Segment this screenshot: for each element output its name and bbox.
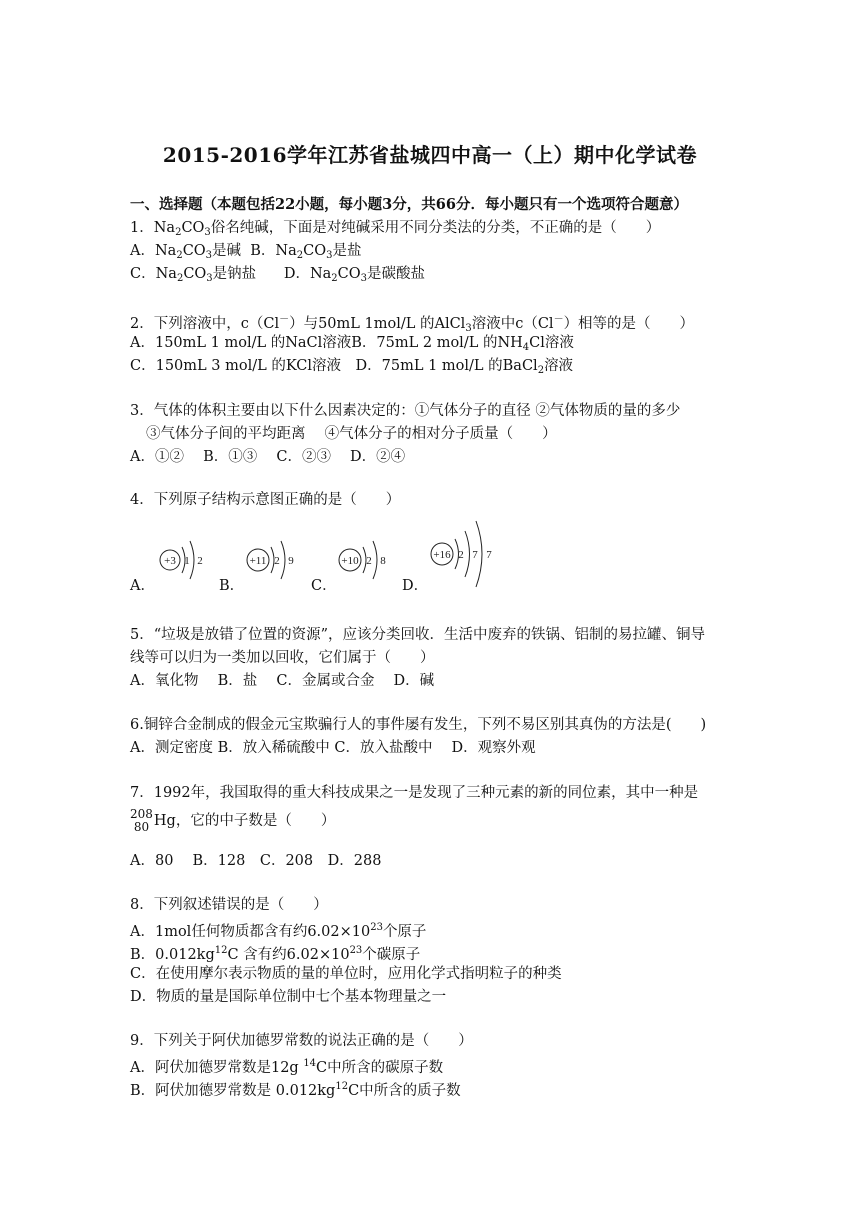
question-5-stem-line1: 5．“垃圾是放错了位置的资源”，应该分类回收．生活中废弃的铁锅、铝制的易拉罐、铜导: [130, 627, 706, 643]
question-3-stem-line1: 3．气体的体积主要由以下什么因素决定的：①气体分子的直径 ②气体物质的量的多少: [130, 403, 681, 419]
atom-d-shell-3: 7: [486, 549, 492, 561]
question-7-stem-line2: 208 80 Hg，它的中子数是（ ）: [130, 807, 336, 834]
atom-diagram-b: [247, 541, 294, 579]
atom-b-shell-2: 9: [288, 555, 294, 567]
option-a-label: A．: [130, 578, 155, 594]
question-5-options: A．氧化物 B．盐 C．金属或合金 D．碱: [130, 673, 435, 689]
question-3-options: A．①② B．①③ C．②③ D．②④: [130, 449, 406, 465]
atom-diagrams: [130, 515, 550, 595]
option-b-label: B．: [219, 578, 245, 594]
question-6-stem: 6.铜锌合金制成的假金元宝欺骗行人的事件屡有发生，下列不易区别其真伪的方法是( ): [130, 717, 707, 733]
atom-diagrams-svg: [130, 515, 550, 595]
atom-a-shell-2: 2: [197, 555, 203, 567]
option-c-label: C．: [311, 578, 337, 594]
question-2-options-cd: C．150mL 3 mol/L 的KCl溶液 D．75mL 1 mol/L 的BaCl$_2$溶液: [130, 358, 574, 376]
question-8-option-d: D．物质的量是国际单位制中七个基本物理量之一: [130, 989, 447, 1005]
question-5-stem-line2: 线等可以归为一类加以回收，它们属于（ ）: [130, 650, 435, 666]
page-title: 2015-2016学年江苏省盐城四中高一（上）期中化学试卷: [162, 143, 698, 167]
question-1-options-ab: A．$Na_2CO_3$是碱 B．$Na_2CO_3$是盐: [130, 243, 362, 261]
atom-diagram-d: [431, 521, 492, 587]
atom-d-shell-2: 7: [472, 549, 478, 561]
question-8-stem: 8．下列叙述错误的是（ ）: [130, 897, 328, 913]
atom-d-shell-1: 2: [458, 549, 464, 561]
question-2-stem: 2．下列溶液中，c（Cl－）与50mL 1mol/L 的AlCl$_3$溶液中c（Cl－）相等的是（ ）: [130, 314, 695, 334]
question-3-stem-line2: ③气体分子间的平均距离 ④气体分子的相对分子质量（ ）: [146, 426, 557, 442]
question-1-options-cd: C．$Na_2CO_3$是钠盐 D．$Na_2CO_3$是碳酸盐: [130, 266, 426, 284]
atom-a-shell-1: 1: [184, 555, 190, 567]
question-7-options: A．80 B．128 C．208 D．288: [130, 853, 382, 869]
question-7-stem-line1: 7．1992年，我国取得的重大科技成果之一是发现了三种元素的新的同位素，其中一种是: [130, 785, 699, 801]
section-heading: 一、选择题（本题包括22小题，每小题3分，共66分．每小题只有一个选项符合题意）: [130, 196, 688, 213]
question-8-option-a: A．1mol任何物质都含有约$6.02\times 10^{23}$个原子: [130, 922, 427, 940]
question-6-options: A．测定密度 B．放入稀硫酸中 C．放入盐酸中 D．观察外观: [130, 740, 536, 756]
question-9-option-b: B．阿伏加德罗常数是 $0.012kg^{12}C$中所含的质子数: [130, 1081, 461, 1099]
atom-a-nucleus: +3: [164, 555, 176, 567]
question-8-option-b: B．$0.012kg^{12}C$ 含有约$6.02\times 10^{23}$个碳原子: [130, 945, 421, 963]
atom-b-shell-1: 2: [274, 555, 280, 567]
question-9-option-a: A．阿伏加德罗常数是12g $^{14}$C中所含的碳原子数: [130, 1058, 444, 1076]
isotope-notation: 208 80: [130, 807, 153, 834]
atom-diagram-c: [339, 541, 386, 579]
question-8-option-c: C．在使用摩尔表示物质的量的单位时，应用化学式指明粒子的种类: [130, 966, 562, 982]
question-4-stem: 4．下列原子结构示意图正确的是（ ）: [130, 492, 401, 508]
atom-c-shell-1: 2: [366, 555, 372, 567]
atom-d-nucleus: +16: [433, 549, 451, 561]
atom-diagram-a: [160, 541, 203, 579]
question-9-stem: 9．下列关于阿伏加德罗常数的说法正确的是（ ）: [130, 1033, 473, 1049]
atom-b-nucleus: +11: [249, 555, 267, 567]
question-1-stem: 1．$Na_2CO_3$俗名纯碱，下面是对纯碱采用不同分类法的分类，不正确的是（ ）: [130, 220, 661, 238]
atom-c-nucleus: +10: [341, 555, 359, 567]
option-d-label: D．: [402, 578, 429, 594]
question-2-options-ab: A．150mL 1 mol/L 的NaCl溶液B．75mL 2 mol/L 的$NH_4Cl$溶液: [130, 335, 574, 353]
atom-c-shell-2: 8: [380, 555, 386, 567]
